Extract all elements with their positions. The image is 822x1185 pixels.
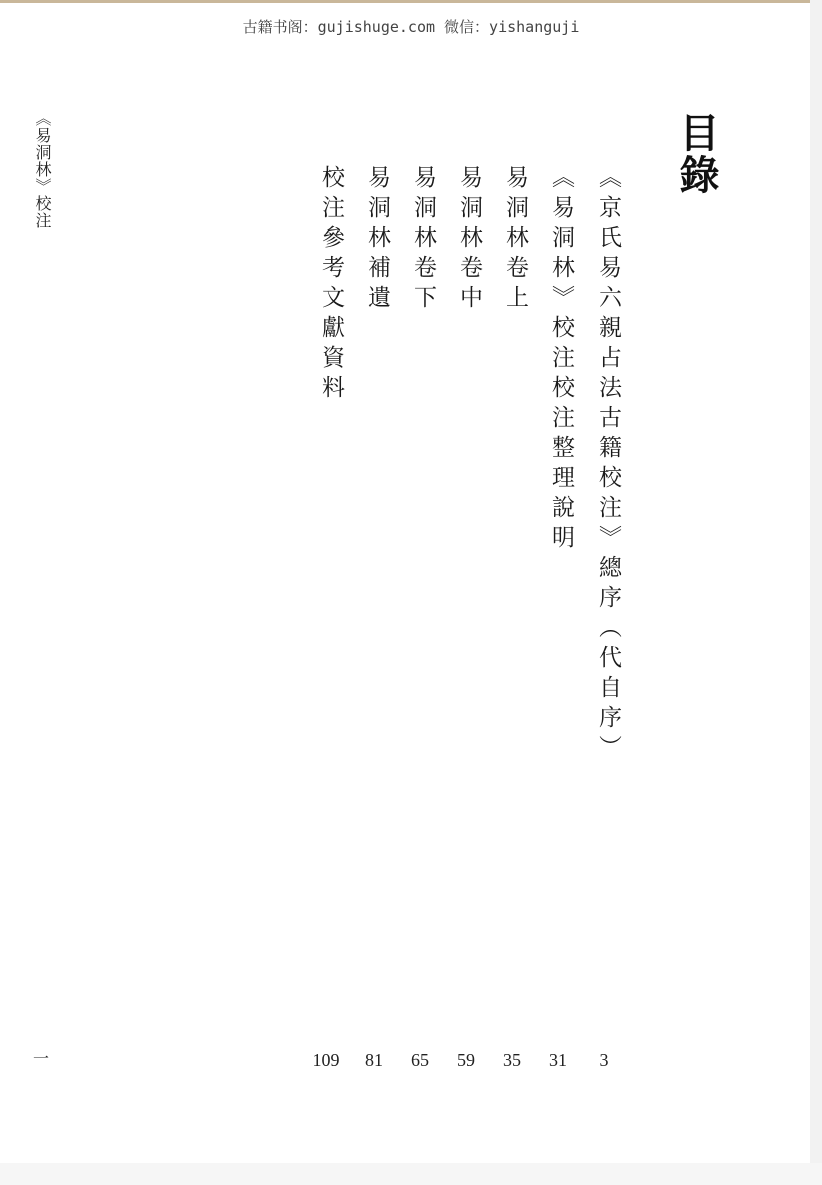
toc-entry-page: 65	[411, 1050, 429, 1070]
running-head: 《易洞林》校注	[33, 110, 52, 229]
watermark: 古籍书阁：gujishuge.com 微信：yishanguji	[242, 18, 580, 36]
toc-title: 目錄	[673, 112, 720, 196]
toc-entry-page: 31	[549, 1050, 567, 1070]
toc-entry-title[interactable]: 《京氏易六親占法古籍校注》總序（代自序）	[595, 165, 621, 765]
toc-entry-title[interactable]: 易洞林補遺	[364, 165, 390, 315]
page-number: 一	[33, 1049, 50, 1068]
toc-entry-title[interactable]: 《易洞林》校注校注整理說明	[548, 165, 574, 555]
toc-entry-title[interactable]: 易洞林卷上	[502, 165, 528, 315]
toc-entry-page: 109	[312, 1050, 340, 1070]
page-edge-bottom	[0, 1163, 822, 1185]
toc-entry-title[interactable]: 易洞林卷中	[456, 165, 482, 315]
toc-entry-title[interactable]: 校注參考文獻資料	[318, 165, 344, 405]
toc-entry-page: 59	[457, 1050, 475, 1070]
top-border	[0, 0, 822, 3]
page-edge-right	[810, 0, 822, 1185]
toc-entry-title[interactable]: 易洞林卷下	[410, 165, 436, 315]
toc-entry-page: 81	[365, 1050, 383, 1070]
toc-entry-page: 3	[599, 1050, 609, 1070]
toc-entry-page: 35	[503, 1050, 521, 1070]
